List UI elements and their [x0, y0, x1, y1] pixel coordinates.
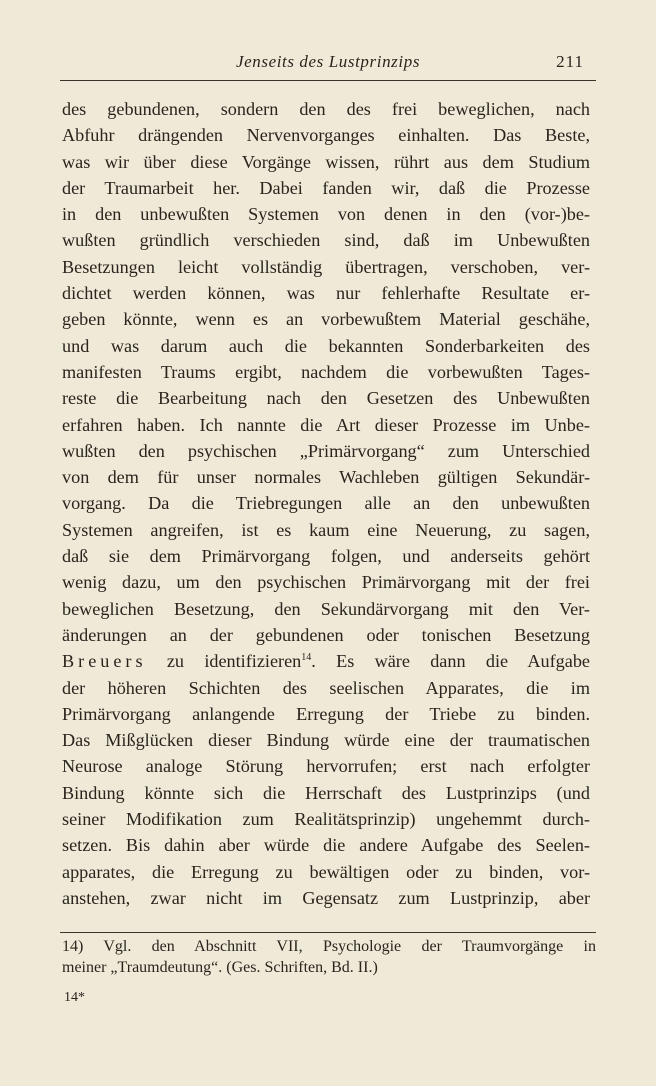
text-line: Das Mißglücken dieser Bindung würde eine der traumatischen — [62, 730, 590, 751]
footnote-line: 14) Vgl. den Abschnitt VII, Psychologie der Traumvorgänge in — [62, 938, 596, 955]
text-line: Systemen angreifen, ist es kaum eine Neuerung, zu sagen, — [62, 519, 590, 540]
text-line: der Traumarbeit her. Dabei fanden wir, daß die Prozesse — [62, 177, 590, 198]
running-header — [60, 52, 596, 76]
breuer-line — [62, 648, 590, 674]
text-line: der höheren Schichten des seelischen Apparates, die im — [62, 677, 590, 698]
breuer-text-after: . Es wäre dann die Aufgabe — [311, 651, 590, 672]
text-line: änderungen an der gebundenen oder tonischen Besetzung — [62, 624, 590, 645]
page-number: 211 — [556, 52, 584, 71]
text-line: geben könnte, wenn es an vorbewußtem Material geschähe, — [62, 309, 590, 330]
text-line: und was darum auch die bekannten Sonderbarkeiten des — [62, 335, 590, 356]
text-line: reste die Bearbeitung nach den Gesetzen des Unbewußten — [62, 388, 590, 409]
running-title: Jenseits des Lustprinzips — [235, 52, 421, 71]
text-line: Besetzungen leicht vollständig übertragen, verschoben, ver- — [62, 256, 590, 277]
text-line: was wir über diese Vorgänge wissen, rührt aus dem Studium — [62, 151, 590, 172]
text-line: vorgang. Da die Triebregungen alle an den unbewußten — [62, 493, 590, 514]
text-line: Neurose analoge Störung hervorrufen; erst nach erfolgter — [62, 756, 590, 777]
text-line: erfahren haben. Ich nannte die Art dieser Prozesse im Unbe- — [62, 414, 590, 435]
text-line: anstehen, zwar nicht im Gegensatz zum Lustprinzip, aber — [62, 887, 590, 908]
text-line: wenig dazu, um den psychischen Primärvorgang mit der frei — [62, 572, 590, 593]
footnotes — [62, 936, 596, 978]
body-text — [62, 96, 590, 911]
text-line: manifesten Traums ergibt, nachdem die vorbewußten Tages- — [62, 361, 590, 382]
text-line: daß sie dem Primärvorgang folgen, und anderseits gehört — [62, 546, 590, 567]
text-line: Primärvorgang anlangende Erregung der Triebe zu binden. — [62, 703, 590, 724]
text-line: seiner Modifikation zum Realitätsprinzip) ungehemmt durch- — [62, 809, 590, 830]
text-line: in den unbewußten Systemen von denen in den (vor-)be- — [62, 204, 590, 225]
text-line: apparates, die Erregung zu bewältigen oder zu binden, vor- — [62, 861, 590, 882]
author-name-breuer: Breuers — [62, 651, 147, 672]
text-line: dichtet werden können, was nur fehlerhafte Resultate er- — [62, 283, 590, 304]
text-line: beweglichen Besetzung, den Sekundärvorgang mit den Ver- — [62, 598, 590, 619]
breuer-text-before: zu identifizieren — [146, 651, 302, 672]
text-line: des gebundenen, sondern den des frei beweglichen, nach — [62, 99, 590, 119]
footnote-reference: 14 — [301, 652, 312, 664]
footnote-rule — [60, 932, 596, 933]
text-line: wußten den psychischen „Primärvorgang“ zum Unterschied — [62, 440, 590, 461]
text-line: Bindung könnte sich die Herrschaft des Lustprinzips (und — [62, 782, 590, 803]
text-line: setzen. Bis dahin aber würde die andere Aufgabe des Seelen- — [62, 835, 590, 856]
footnote-line: meiner „Traumdeutung“. (Ges. Schriften, Bd. II.) — [62, 959, 378, 976]
text-line: wußten gründlich verschieden sind, daß im Unbewußten — [62, 230, 590, 251]
header-rule — [60, 80, 596, 81]
text-line: Abfuhr drängenden Nervenvorganges einhalten. Das Beste, — [62, 125, 590, 146]
text-line: von dem für unser normales Wachleben gültigen Sekundär- — [62, 467, 590, 488]
signature-mark: 14* — [64, 990, 85, 1005]
